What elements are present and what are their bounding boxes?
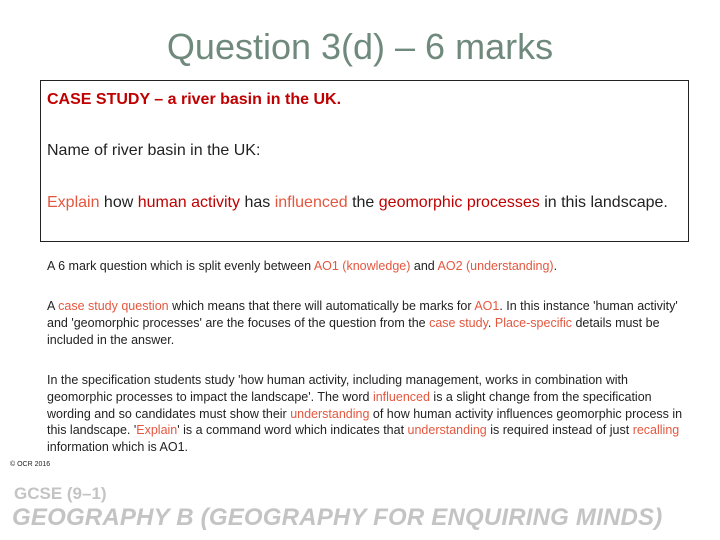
note-highlight: AO2 (understanding) xyxy=(437,259,554,273)
gcse-label: GCSE (9–1) xyxy=(14,484,107,503)
note-paragraph-2 xyxy=(47,298,687,348)
note-highlight: AO1 (knowledge) xyxy=(313,259,411,273)
note-highlight: case study xyxy=(429,315,488,330)
q-text: has xyxy=(240,194,275,211)
note-text: . xyxy=(487,315,495,330)
note-highlight: influenced xyxy=(372,389,430,404)
note-text: ' is a command word which indicates that xyxy=(177,423,408,438)
note-highlight: Explain xyxy=(136,423,178,438)
note-highlight: recalling xyxy=(632,423,680,438)
note-text: . xyxy=(553,259,558,273)
note-highlight: Place-specific xyxy=(494,315,572,330)
copyright: © OCR 2016 xyxy=(10,461,51,468)
note-text: A 6 mark question which is split evenly between xyxy=(47,259,314,273)
exam-question xyxy=(47,192,683,213)
q-explain: Explain xyxy=(47,194,100,211)
q-human-activity: human activity xyxy=(137,194,240,211)
note-text: is a slight change from the specification wording and so candidates must show their xyxy=(47,389,652,421)
note-text: and xyxy=(410,259,438,273)
note-text: which means that there will automatically be marks for xyxy=(168,299,475,313)
note-text: In the specification students study 'how human activity, including management, works in combination with geomorphic processes to impact the landscape'. The word xyxy=(47,373,628,404)
q-geomorphic: geomorphic processes xyxy=(378,194,540,211)
q-text: in this landscape. xyxy=(539,194,668,211)
note-text: information which is AO1. xyxy=(47,440,189,455)
note-highlight: AO1 xyxy=(474,299,500,313)
subject-title: GEOGRAPHY B (GEOGRAPHY FOR ENQUIRING MINDS) xyxy=(12,504,663,531)
river-basin-prompt: Name of river basin in the UK: xyxy=(47,142,261,159)
note-highlight: understanding xyxy=(290,406,370,421)
note-paragraph-3 xyxy=(47,372,687,456)
note-text: is required instead of just xyxy=(486,423,633,438)
note-highlight: case study question xyxy=(58,299,169,313)
q-influenced: influenced xyxy=(274,194,348,211)
q-text: the xyxy=(347,194,379,211)
note-text: A xyxy=(47,299,59,313)
note-highlight: understanding xyxy=(407,423,487,438)
note-text: details must be included in the answer. xyxy=(47,315,660,347)
q-text: how xyxy=(99,194,138,211)
slide-title: Question 3(d) – 6 marks xyxy=(166,26,554,67)
note-text: . In this instance 'human activity' and 'geomorphic processes' are the focuses of the question from the xyxy=(47,299,678,330)
note-paragraph-1 xyxy=(47,258,687,275)
note-text: of how human activity influences geomorphic process in this landscape. ' xyxy=(47,406,683,438)
case-study-heading: CASE STUDY – a river basin in the UK. xyxy=(47,91,342,108)
